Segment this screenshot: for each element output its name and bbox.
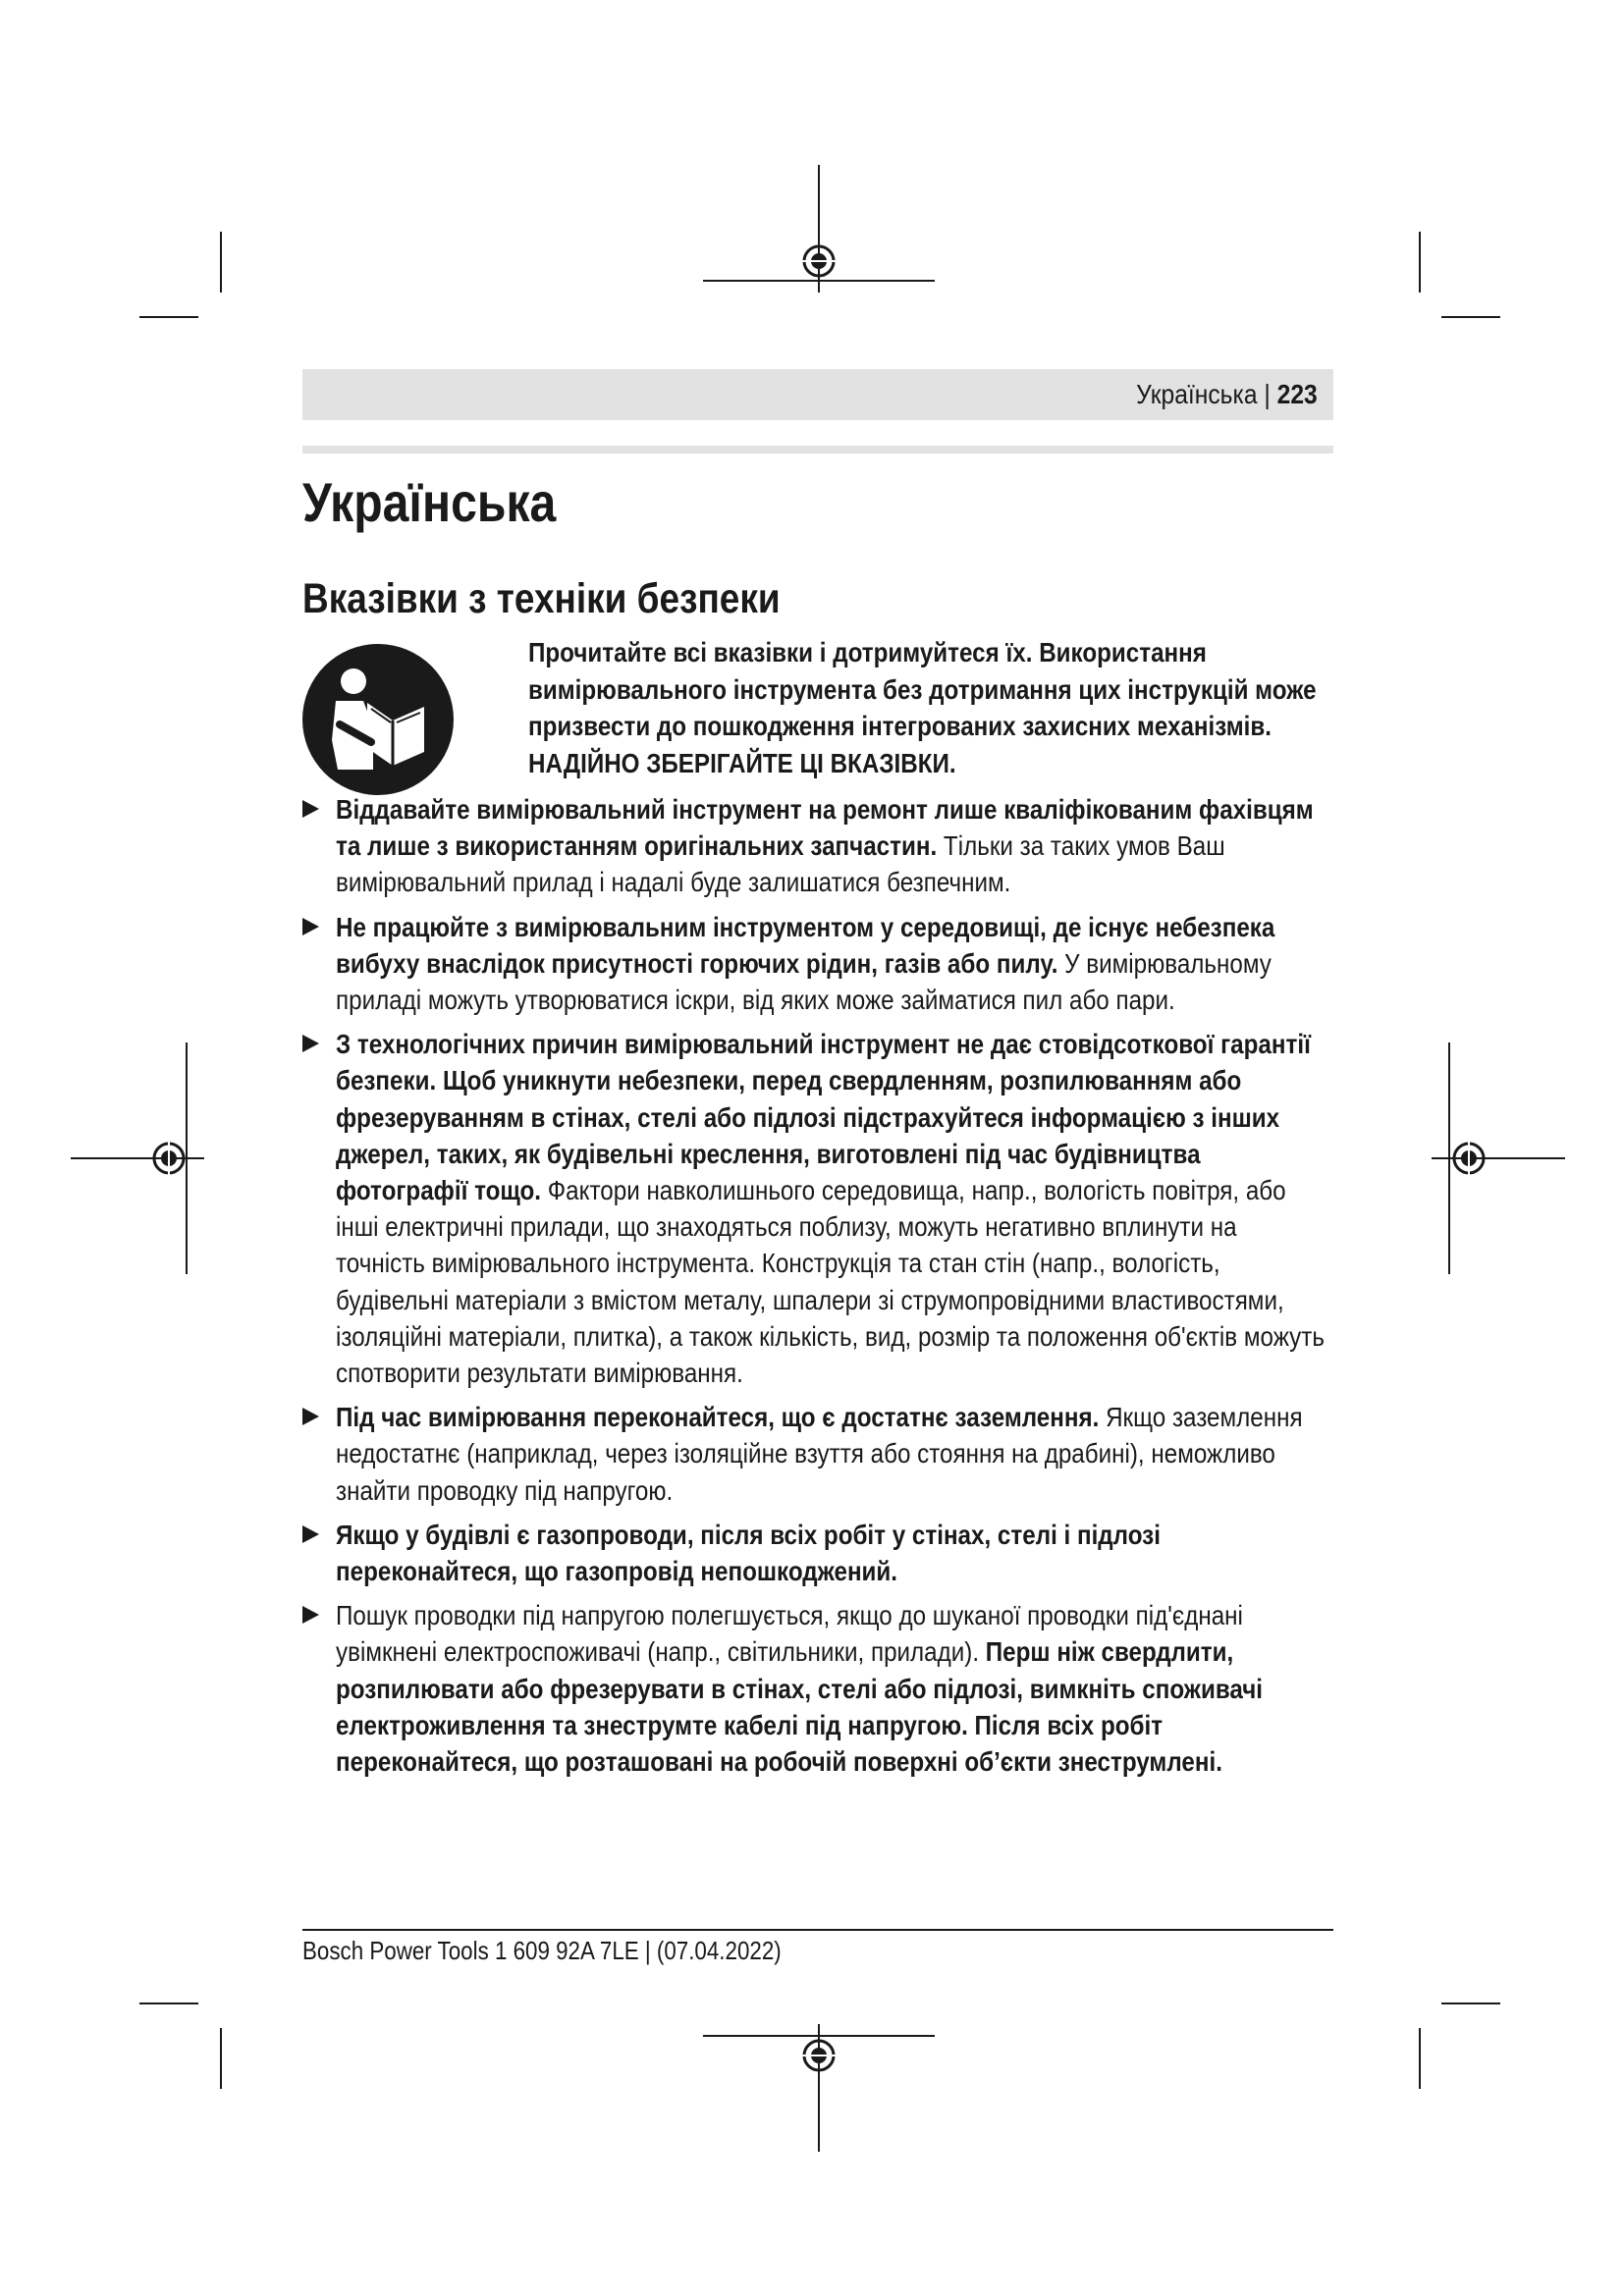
list-item	[302, 1026, 1333, 1391]
crop-mark	[220, 2028, 222, 2089]
crop-mark	[139, 316, 198, 318]
crop-mark	[220, 232, 222, 293]
section-heading: Вказівки з техніки безпеки	[302, 575, 781, 622]
header-section: Українська	[1136, 379, 1258, 409]
header-rule	[302, 446, 1333, 454]
registration-mark-bottom	[703, 2024, 935, 2152]
footer-rule	[302, 1929, 1333, 1931]
crop-mark	[139, 2002, 198, 2004]
item-bold: Перш ніж свердлити, розпилювати або фрезерувати в стінах, стелі або підлозі, вимкніть споживачі електроживлення та знеструмте кабелі під напругою. Після всіх робіт переконайтеся, що розташовані на робочій поверхні об’єкти знеструмлені.	[336, 1636, 1264, 1778]
item-bold: Під час вимірювання переконайтеся, що є достатнє заземлення.	[336, 1402, 1100, 1433]
crop-mark	[1441, 2002, 1500, 2004]
running-header	[302, 369, 1333, 420]
bullet-arrow-icon	[302, 1525, 319, 1543]
item-bold: Якщо у будівлі є газопроводи, після всіх робіт у стінах, стелі і підлозі переконайтеся, що газопровід непошкоджений.	[336, 1519, 1161, 1587]
item-text: У вимірювальному приладі можуть утворюватися іскри, від яких може займатися пил або пари.	[336, 947, 1272, 1016]
header-text	[1136, 369, 1318, 420]
bullet-arrow-icon	[302, 1035, 319, 1052]
item-text: Якщо заземлення недостатнє (наприклад, через ізоляційне взуття або стояння на драбині), неможливо знайти проводку під напругою.	[336, 1402, 1303, 1506]
safety-list	[302, 791, 1333, 1788]
crop-mark	[1419, 2028, 1421, 2089]
bullet-arrow-icon	[302, 918, 319, 935]
item-bold: З технологічних причин вимірювальний інструмент не дає стовідсоткової гарантії безпеки. Щоб уникнути небезпеки, перед свердленням, розпилюванням або фрезеруванням в стінах, стелі або підлозі підстрахуйтеся інформацією з інших джерел, таких, як будівельні креслення, виготовлені під час будівництва фотографії тощо.	[336, 1029, 1311, 1206]
list-item	[302, 791, 1333, 901]
list-item	[302, 1399, 1333, 1509]
registration-mark-right	[1432, 1042, 1565, 1274]
crop-mark	[1441, 316, 1500, 318]
header-separator: |	[1264, 379, 1272, 409]
item-text: Тільки за таких умов Ваш вимірювальний прилад і надалі буде залишатися безпечним.	[336, 830, 1225, 898]
list-item	[302, 1517, 1333, 1589]
page-number: 223	[1276, 379, 1318, 409]
bullet-arrow-icon	[302, 1408, 319, 1425]
read-instructions-icon	[302, 644, 454, 795]
registration-mark-left	[71, 1042, 204, 1274]
intro-warning: Прочитайте всі вказівки і дотримуйтеся їх. Використання вимірювального інструмента без дотримання цих інструкцій може призвести до пошкодження інтегрованих захисних механізмів. НАДІЙНО ЗБЕРІГАЙТЕ ЦІ ВКАЗІВКИ.	[528, 637, 1317, 778]
page-title: Українська	[302, 471, 557, 533]
list-item	[302, 909, 1333, 1019]
item-bold: Не працюйте з вимірювальним інструментом у середовищі, де існує небезпека вибуху внаслідок присутності горючих рідин, газів або пилу.	[336, 911, 1275, 979]
item-text: Пошук проводки під напругою полегшується, якщо до шуканої проводки під'єднані увімкнені електроспоживачі (напр., світильники, прилади).	[336, 1600, 1243, 1668]
footer-text: Bosch Power Tools 1 609 92A 7LE | (07.04.2022)	[302, 1936, 782, 1965]
item-bold: Віддавайте вимірювальний інструмент на ремонт лише кваліфікованим фахівцям та лише з використанням оригінальних запчастин.	[336, 794, 1314, 862]
bullet-arrow-icon	[302, 800, 319, 818]
crop-mark	[1419, 232, 1421, 293]
registration-mark-top	[703, 165, 935, 293]
list-item	[302, 1597, 1333, 1780]
item-text: Фактори навколишнього середовища, напр., вологість повітря, або інші електричні прилади, що знаходяться поблизу, можуть негативно вплинути на точність вимірювального інструмента. Конструкція та стан стін (напр., вологість, будівельні матеріали з вмістом металу, шпалери зі струмопровідними властивостями, ізоляційні матеріали, плитка), а також кількість, вид, розмір та положення об'єктів можуть спотворити результати вимірювання.	[336, 1175, 1325, 1389]
bullet-arrow-icon	[302, 1606, 319, 1624]
